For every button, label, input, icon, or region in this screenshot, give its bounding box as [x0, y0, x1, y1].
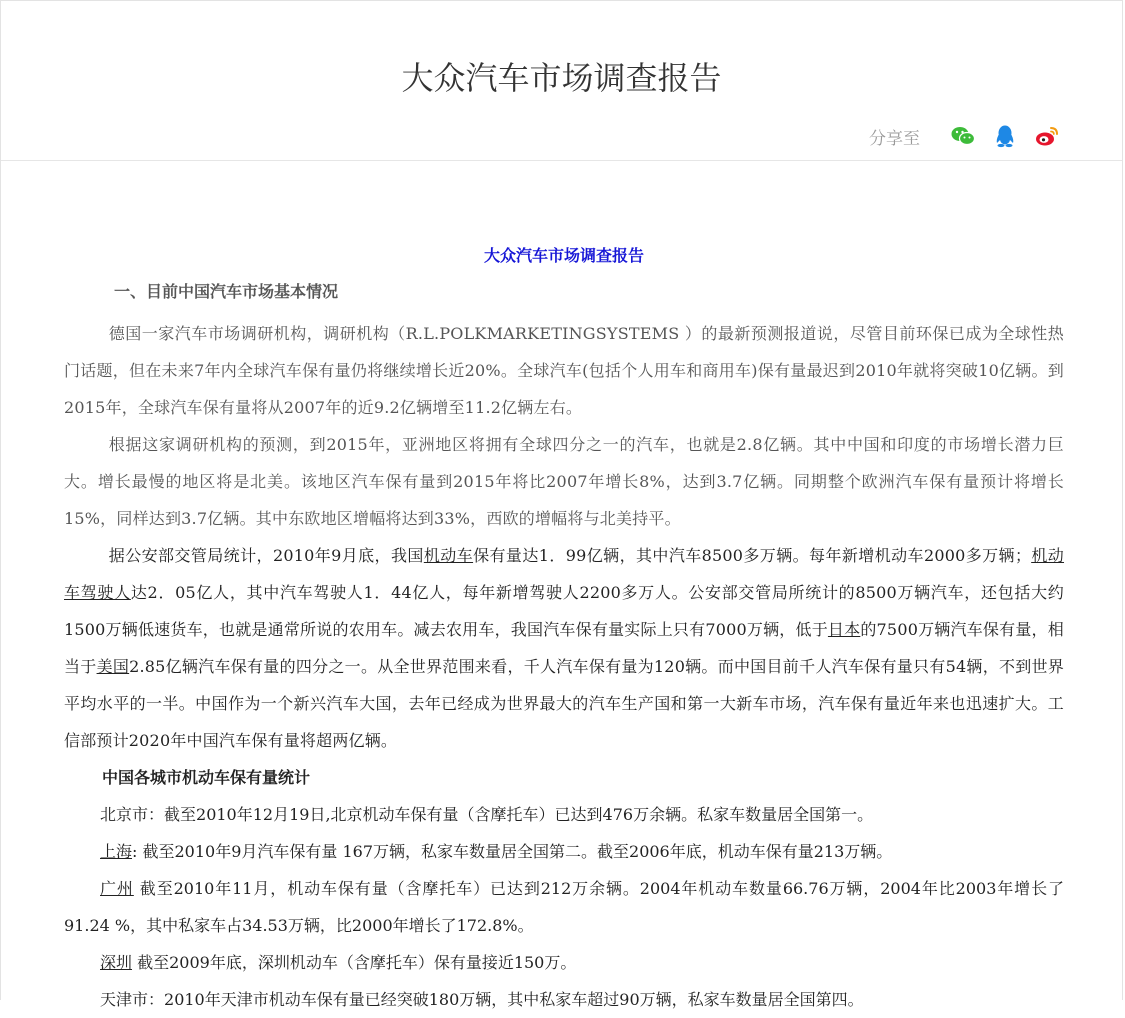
- city-text: 截至2009年底，深圳机动车（含摩托车）保有量接近150万。: [132, 953, 577, 972]
- article-content: [64, 241, 1064, 1018]
- city-text: ：截至2010年12月19日,北京机动车保有量（含摩托车）已达到476万余辆。私家车数量居全国第一。: [148, 805, 874, 824]
- link-japan[interactable]: 日本: [827, 620, 861, 639]
- city-paragraph-shenzhen: [64, 944, 1064, 981]
- city-text: 截至2010年11月，机动车保有量（含摩托车）已达到212万余辆。2004年机动车数量66.76万辆，2004年比2003年增长了 91.24 %，其中私家车占34.53万辆，比2000年增长了172.8%。: [64, 879, 1064, 935]
- text-run: 据公安部交管局统计，2010年9月底，我国: [108, 546, 424, 565]
- link-motor-vehicle[interactable]: 机动车: [423, 546, 474, 565]
- text-run: 的7500万辆汽车保有量，相当于: [64, 620, 1064, 676]
- page-title: 大众汽车市场调查报告: [401, 59, 722, 97]
- share-label: 分享至: [869, 128, 920, 149]
- city-name: 北京市: [100, 805, 149, 824]
- text-run: 达2．05亿人，其中汽车驾驶人1．44亿人，每年新增驾驶人2200多万人。公安部交管局所统计的8500万辆汽车，还包括大约1500万辆低速货车，也就是通常所说的农用车。减去农用车，我国汽车保有量实际上只有7000万辆，低于: [64, 583, 1064, 639]
- link-guangzhou[interactable]: 广州: [100, 879, 134, 898]
- link-shenzhen[interactable]: 深圳: [100, 953, 133, 972]
- qq-icon[interactable]: [992, 123, 1018, 149]
- city-paragraph-shanghai: [64, 833, 1064, 870]
- wechat-icon[interactable]: [950, 123, 976, 149]
- city-text: : 截至2010年9月汽车保有量 167万辆，私家车数量居全国第二。截至2006年底，机动车保有量213万辆。: [132, 842, 893, 861]
- city-paragraph-guangzhou: [64, 870, 1064, 944]
- link-driver[interactable]: 机动车驾驶人: [64, 546, 1065, 602]
- city-name: 天津市: [100, 990, 149, 1009]
- city-paragraph-beijing: [64, 796, 1064, 833]
- paragraph-2: 根据这家调研机构的预测，到2015年，亚洲地区将拥有全球四分之一的汽车，也就是2.8亿辆。其中中国和印度的市场增长潜力巨大。增长最慢的地区将是北美。该地区汽车保有量到2015年将比2007年增长8%，达到3.7亿辆。同期整个欧洲汽车保有量预计将增长15%，同样达到3.7亿辆。其中东欧地区增幅将达到33%，西欧的增幅将与北美持平。: [64, 435, 1064, 528]
- city-stats-heading: 中国各城市机动车保有量统计: [102, 768, 311, 787]
- share-bar: [869, 123, 1060, 149]
- weibo-icon[interactable]: [1034, 123, 1060, 149]
- document-title: 大众汽车市场调查报告: [483, 246, 644, 265]
- page-header: [1, 1, 1122, 161]
- text-run: 保有量达1．99亿辆，其中汽车8500多万辆。每年新增机动车2000多万辆；: [473, 546, 1032, 565]
- link-usa[interactable]: 美国: [96, 657, 130, 676]
- city-text: ：2010年天津市机动车保有量已经突破180万辆，其中私家车超过90万辆，私家车数量居全国第四。: [148, 990, 864, 1009]
- section-heading: 一、目前中国汽车市场基本情况: [114, 282, 339, 301]
- text-run: 2.85亿辆汽车保有量的四分之一。从全世界范围来看，千人汽车保有量为120辆。而中国目前千人汽车保有量只有54辆，不到世界平均水平的一半。中国作为一个新兴汽车大国，去年已经成为世界最大的汽车生产国和第一大新车市场，汽车保有量近年来也迅速扩大。工信部预计2020年中国汽车保有量将超两亿辆。: [64, 657, 1064, 750]
- paragraph-3: [64, 537, 1064, 759]
- link-shanghai[interactable]: 上海: [100, 842, 133, 861]
- paragraph-1: 德国一家汽车市场调研机构，调研机构（R.L.POLKMARKETINGSYSTEMS ）的最新预测报道说，尽管目前环保已成为全球性热门话题，但在未来7年内全球汽车保有量仍将继续增长近20%。全球汽车(包括个人用车和商用车)保有量最迟到2010年就将突破10亿辆。到2015年，全球汽车保有量将从2007年的近9.2亿辆增至11.2亿辆左右。: [64, 324, 1064, 417]
